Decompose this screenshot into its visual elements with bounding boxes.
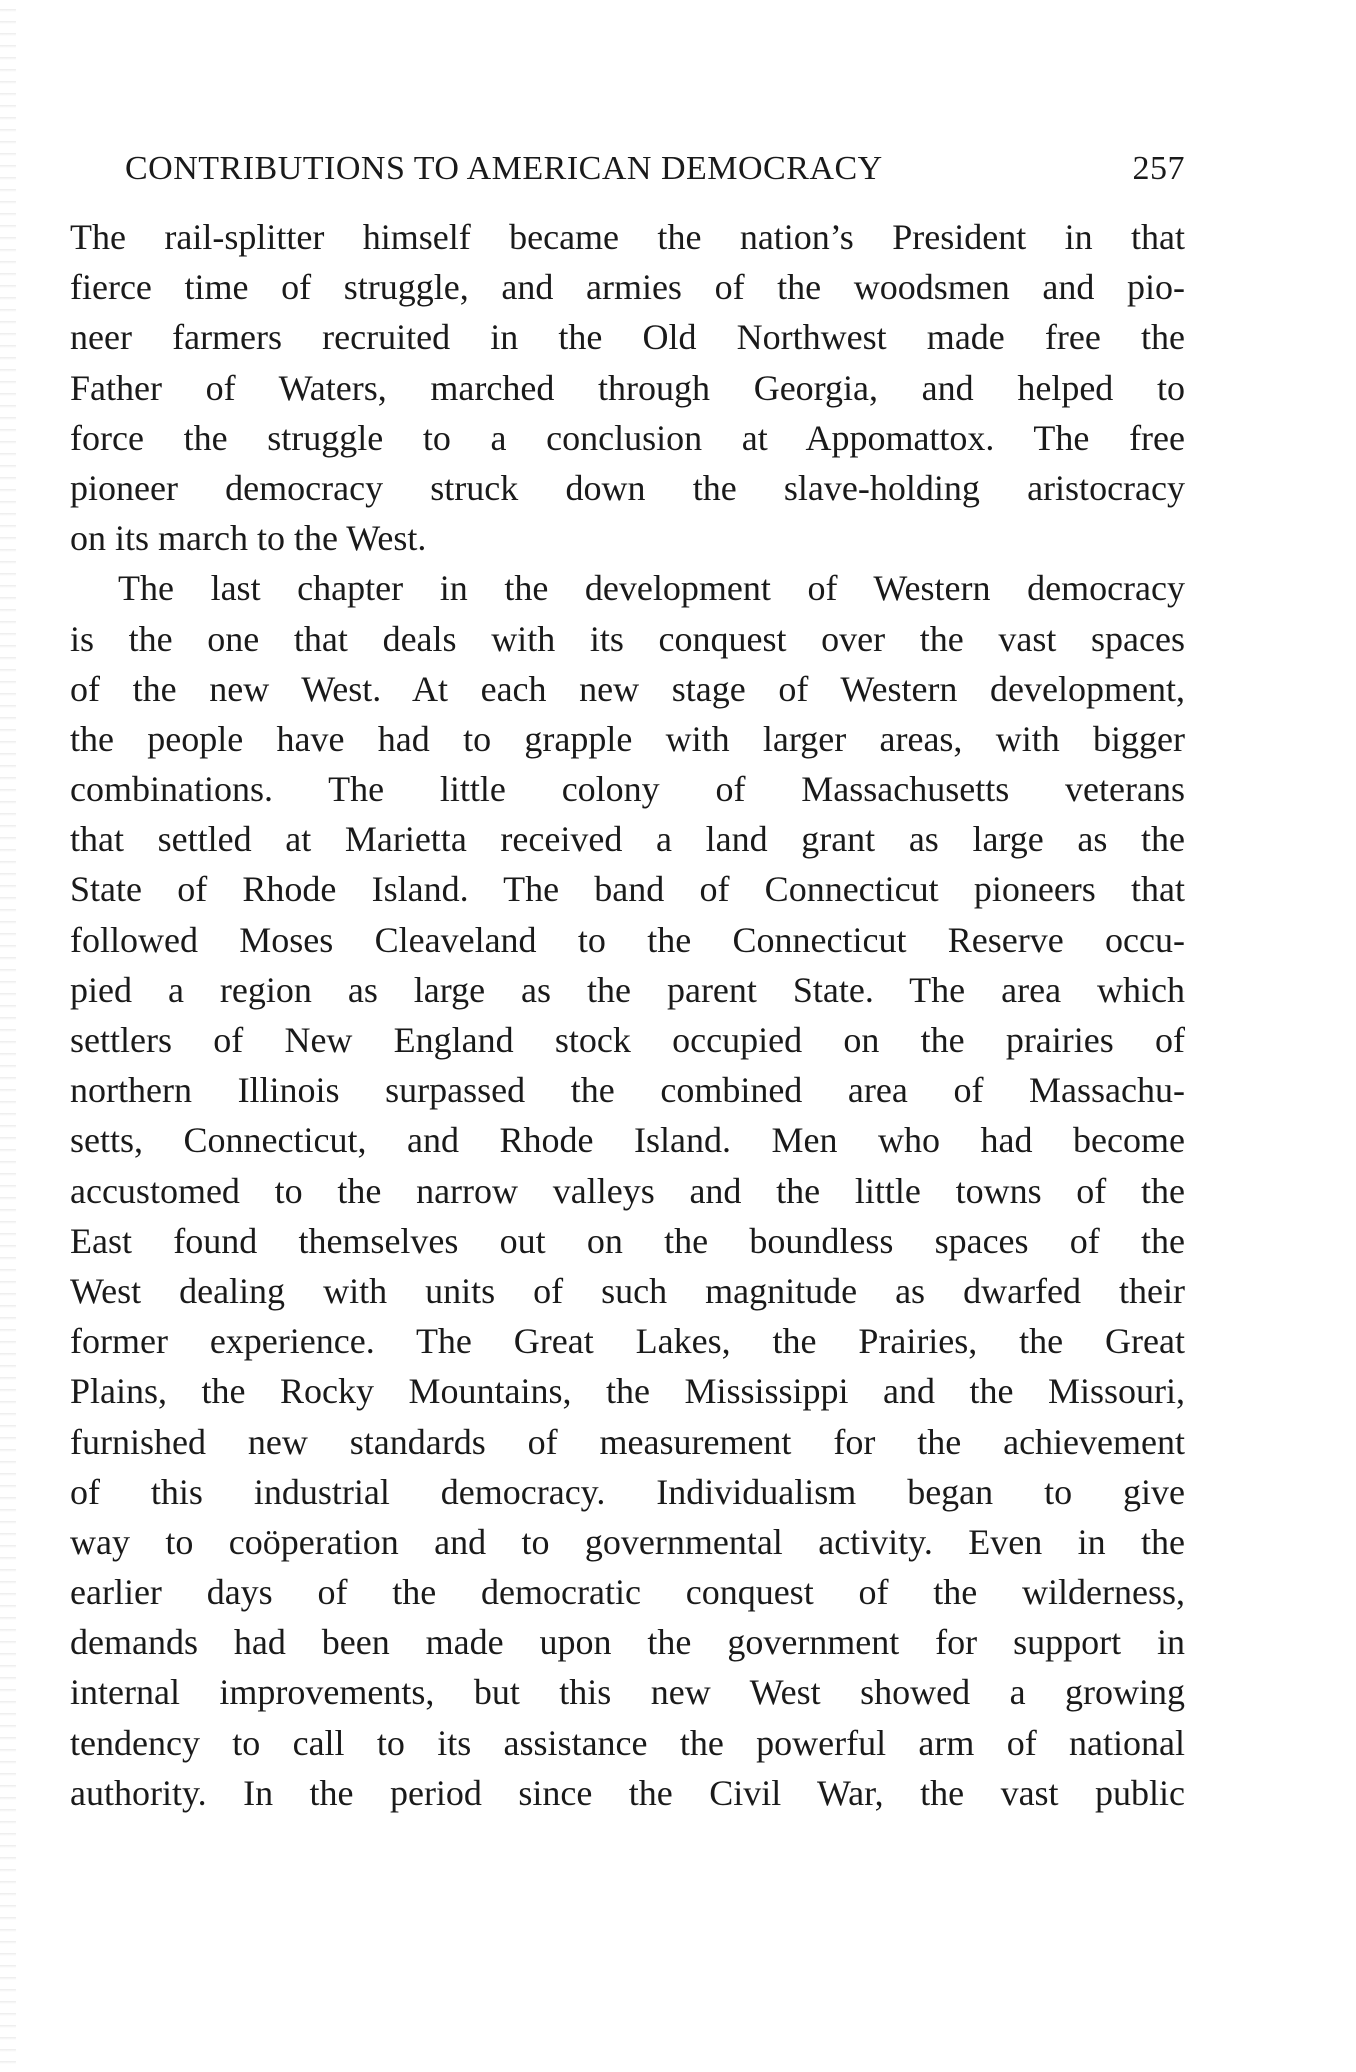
text-line: combinations. The little colony of Massachusetts veterans xyxy=(70,769,1185,810)
text-line: State of Rhode Island. The band of Connecticut pioneers that xyxy=(70,869,1185,910)
text-line: of this industrial democracy. Individualism began to give xyxy=(70,1471,1185,1512)
text-line: northern Illinois surpassed the combined area of Massachu- xyxy=(70,1070,1185,1111)
text-line: tendency to call to its assistance the powerful arm of national xyxy=(70,1722,1185,1763)
text-line: pioneer democracy struck down the slave-holding aristocracy xyxy=(70,467,1185,508)
paragraph-2 xyxy=(70,563,1185,1818)
text-line: West dealing with units of such magnitude as dwarfed their xyxy=(70,1270,1185,1311)
page-edge-decoration xyxy=(0,0,16,2072)
paragraph-1 xyxy=(70,212,1185,563)
text-line: earlier days of the democratic conquest of the wilderness, xyxy=(70,1572,1185,1613)
text-line: authority. In the period since the Civil War, the vast public xyxy=(70,1772,1185,1813)
text-line: followed Moses Cleaveland to the Connecticut Reserve occu- xyxy=(70,919,1185,960)
page-number: 257 xyxy=(1132,150,1185,187)
text-line: The last chapter in the development of Western democracy xyxy=(118,568,1185,609)
page-header xyxy=(125,150,1185,188)
text-line: pied a region as large as the parent State. The area which xyxy=(70,969,1185,1010)
text-line: accustomed to the narrow valleys and the little towns of the xyxy=(70,1170,1185,1211)
text-line: East found themselves out on the boundless spaces of the xyxy=(70,1220,1185,1261)
text-line: the people have had to grapple with larger areas, with bigger xyxy=(70,718,1185,759)
text-line: Father of Waters, marched through Georgia, and helped to xyxy=(70,367,1185,408)
text-line: settlers of New England stock occupied on the prairies of xyxy=(70,1020,1185,1060)
text-line: that settled at Marietta received a land grant as large as the xyxy=(70,819,1185,860)
text-line: fierce time of struggle, and armies of the woodsmen and pio- xyxy=(70,267,1185,308)
text-line: former experience. The Great Lakes, the Prairies, the Great xyxy=(70,1321,1185,1362)
text-line: internal improvements, but this new West showed a growing xyxy=(70,1672,1185,1713)
text-line: setts, Connecticut, and Rhode Island. Men who had become xyxy=(70,1120,1185,1161)
running-title: CONTRIBUTIONS TO AMERICAN DEMOCRACY xyxy=(125,150,883,187)
text-line: Plains, the Rocky Mountains, the Mississippi and the Missouri, xyxy=(70,1371,1185,1412)
text-line: of the new West. At each new stage of Western development, xyxy=(70,668,1185,709)
text-line: furnished new standards of measurement for the achievement xyxy=(70,1421,1185,1462)
text-line: force the struggle to a conclusion at Appomattox. The free xyxy=(70,417,1185,458)
text-line: neer farmers recruited in the Old Northwest made free the xyxy=(70,317,1185,358)
body-text xyxy=(70,212,1185,1818)
text-line: The rail-splitter himself became the nation’s President in that xyxy=(70,217,1185,257)
text-line: demands had been made upon the government for support in xyxy=(70,1622,1185,1663)
text-line: on its march to the West. xyxy=(70,518,427,559)
text-line: is the one that deals with its conquest over the vast spaces xyxy=(70,618,1185,659)
text-line: way to coöperation and to governmental activity. Even in the xyxy=(70,1521,1185,1562)
